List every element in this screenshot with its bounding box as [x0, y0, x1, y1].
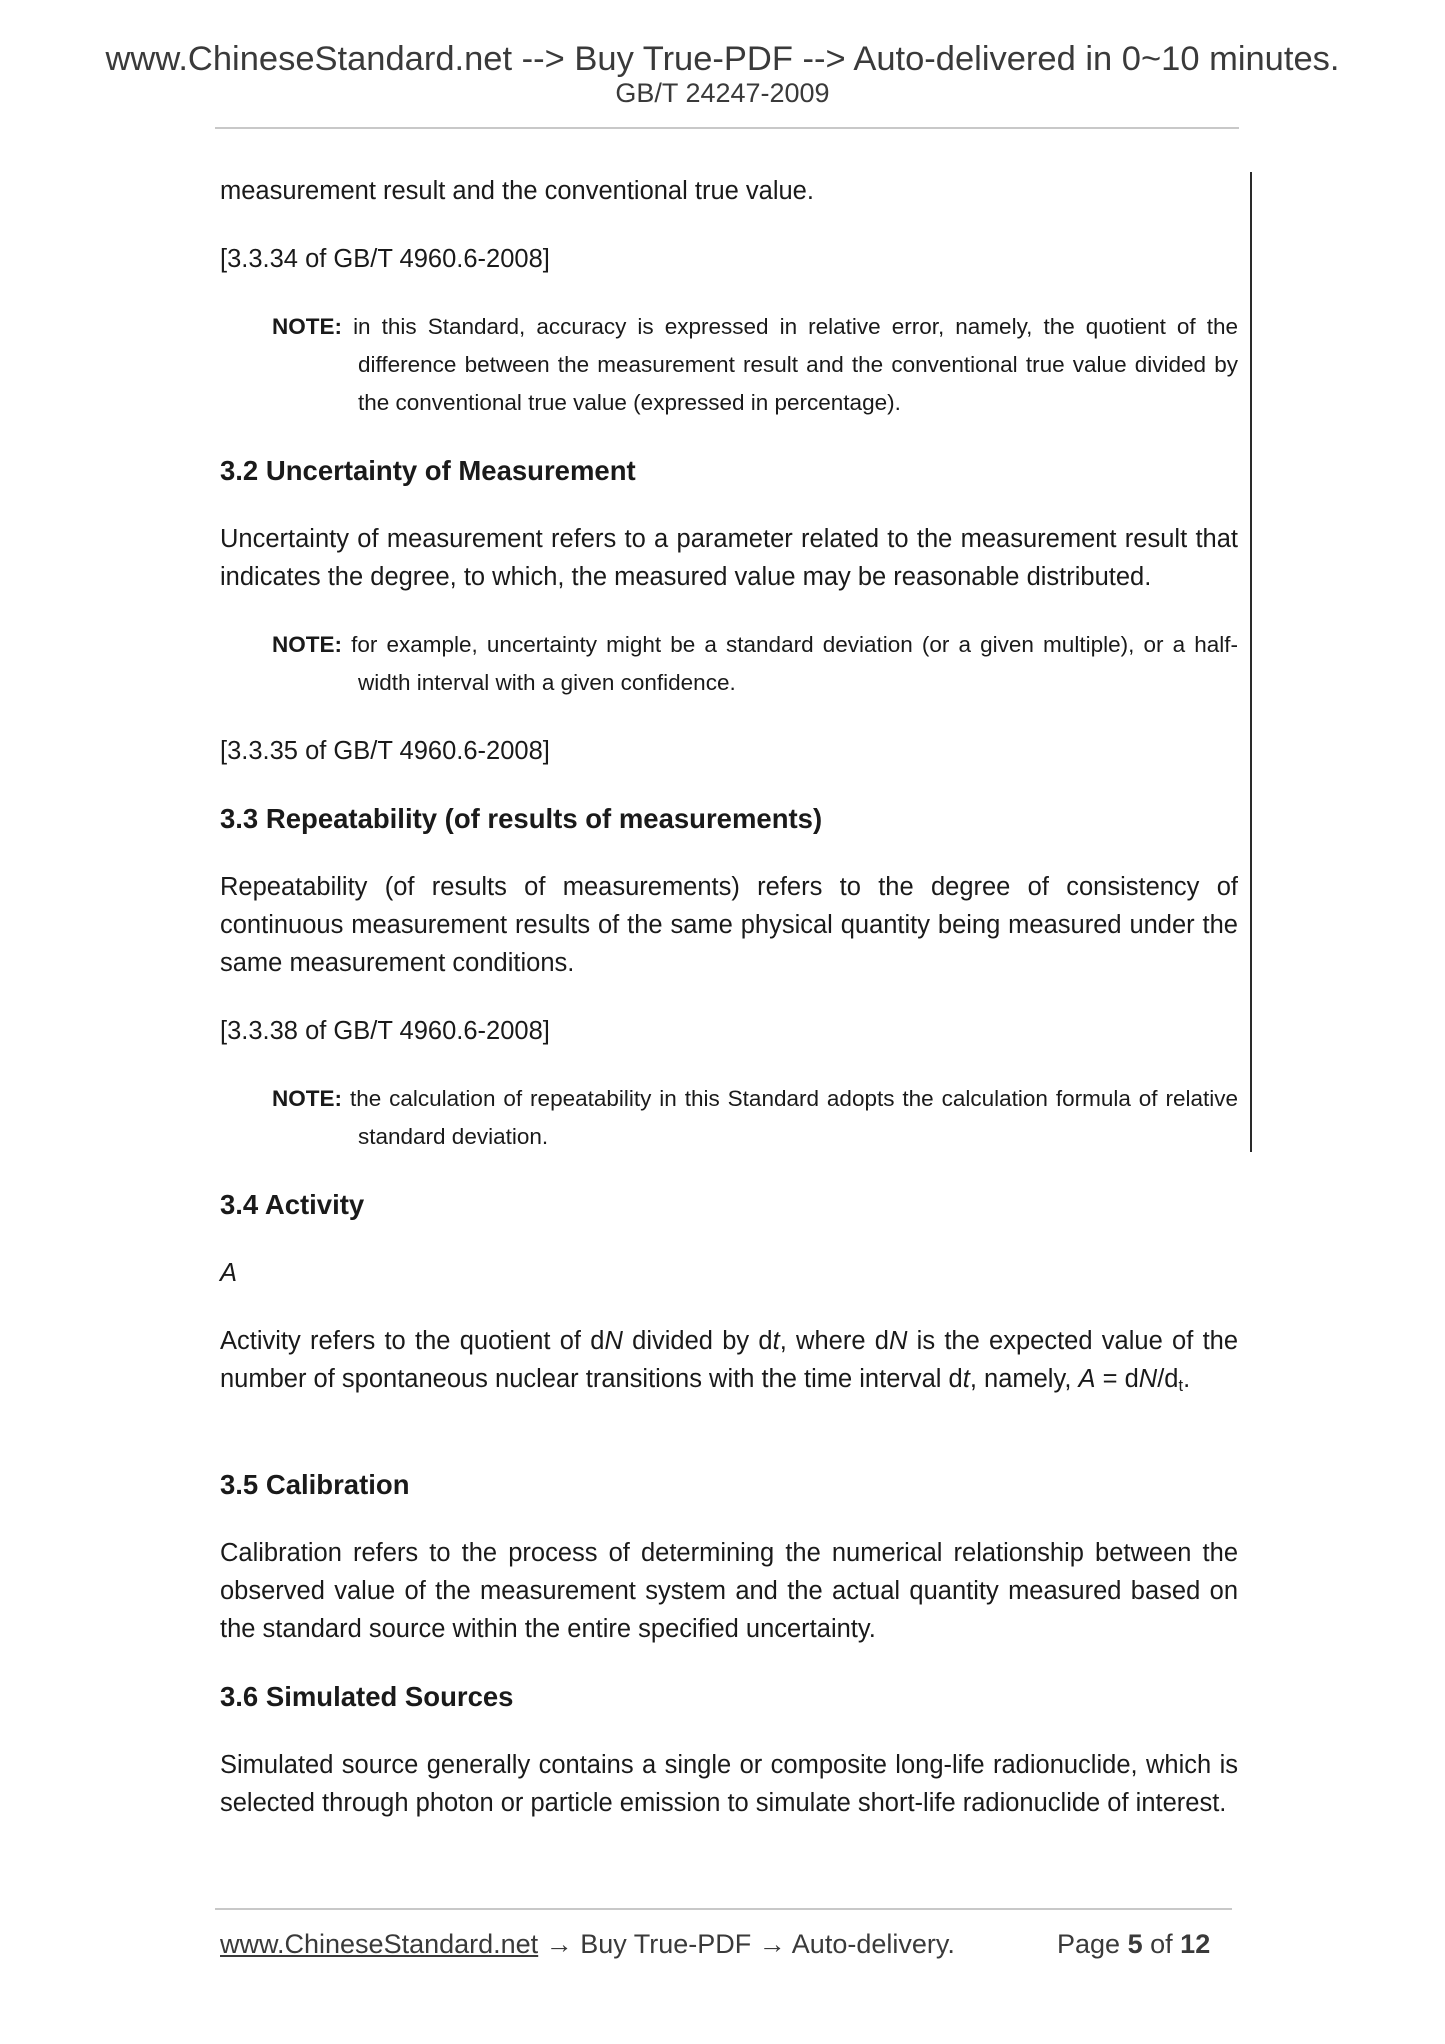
header-divider: [215, 127, 1239, 129]
section-heading-3-4: 3.4 Activity: [220, 1189, 365, 1220]
note-label: NOTE:: [272, 314, 342, 339]
note-label: NOTE:: [272, 632, 342, 657]
reference-3-3-38: [3.3.38 of GB/T 4960.6-2008]: [220, 1017, 550, 1045]
of-label: of: [1150, 1929, 1173, 1959]
note-text: the calculation of repeatability in this Standard adopts the calculation formula of relative standard deviation.: [349, 1086, 1238, 1149]
reference-3-3-34: [3.3.34 of GB/T 4960.6-2008]: [220, 245, 550, 273]
document-code: GB/T 24247-2009: [615, 78, 830, 108]
note-label: NOTE:: [272, 1086, 342, 1111]
section-3-4-text: Activity refers to the quotient of dN divided by dt, where dN is the expected value of the number of spontaneous nuclear transitions with the time interval dt, namely, $A = dN/d_t$.: [220, 1327, 1239, 1396]
section-3-2-text: Uncertainty of measurement refers to a parameter related to the measurement result that indicates the degree, to which, the measured value may be reasonable distributed.: [220, 525, 1238, 591]
section-heading-3-3: 3.3 Repeatability (of results of measurements): [220, 803, 823, 834]
section-heading-3-2: 3.2 Uncertainty of Measurement: [220, 455, 636, 486]
footer-delivery-text: Auto-delivery.: [791, 1929, 955, 1959]
header-banner: www.ChineseStandard.net --> Buy True-PDF --> Auto-delivered in 0~10 minutes.: [105, 40, 1340, 78]
page-label: Page: [1057, 1929, 1121, 1959]
section-3-6-text: Simulated source generally contains a single or composite long-life radionuclide, which is selected through photon or particle emission to simulate short-life radionuclide of interest.: [220, 1751, 1238, 1817]
note-repeatability: [272, 1080, 1238, 1156]
footer-divider: [215, 1908, 1232, 1910]
page-number: 5: [1127, 1929, 1143, 1959]
continued-paragraph: measurement result and the conventional true value.: [220, 177, 814, 205]
footer-promo: [220, 1927, 955, 1961]
arrow-icon: →: [545, 1929, 573, 1959]
section-heading-3-5: 3.5 Calibration: [220, 1469, 410, 1500]
activity-symbol: A: [220, 1259, 238, 1287]
note-text: in this Standard, accuracy is expressed in relative error, namely, the quotient of the difference between the measurement result and the conventional true value divided by the conventional true value (expressed in percentage).: [353, 314, 1238, 415]
note-uncertainty: [272, 626, 1238, 702]
total-pages: 12: [1180, 1929, 1211, 1959]
note-text: for example, uncertainty might be a standard deviation (or a given multiple), or a half-width interval with a given confidence.: [351, 632, 1238, 695]
reference-3-3-35: [3.3.35 of GB/T 4960.6-2008]: [220, 737, 550, 765]
section-3-3-text: Repeatability (of results of measurements) refers to the degree of consistency of continuous measurement results of the same physical quantity being measured under the same measurement conditions.: [220, 873, 1238, 977]
footer-buy-text: Buy True-PDF: [580, 1929, 752, 1959]
note-accuracy: [272, 308, 1238, 422]
footer-site-link[interactable]: www.ChineseStandard.net: [220, 1929, 539, 1959]
section-heading-3-6: 3.6 Simulated Sources: [220, 1681, 514, 1712]
section-3-5-text: Calibration refers to the process of determining the numerical relationship between the observed value of the measurement system and the actual quantity measured based on the standard source within the entire specified uncertainty.: [220, 1539, 1238, 1643]
page-indicator: [1057, 1927, 1210, 1961]
arrow-icon: →: [758, 1929, 786, 1959]
revision-change-bar: [1250, 172, 1252, 1152]
